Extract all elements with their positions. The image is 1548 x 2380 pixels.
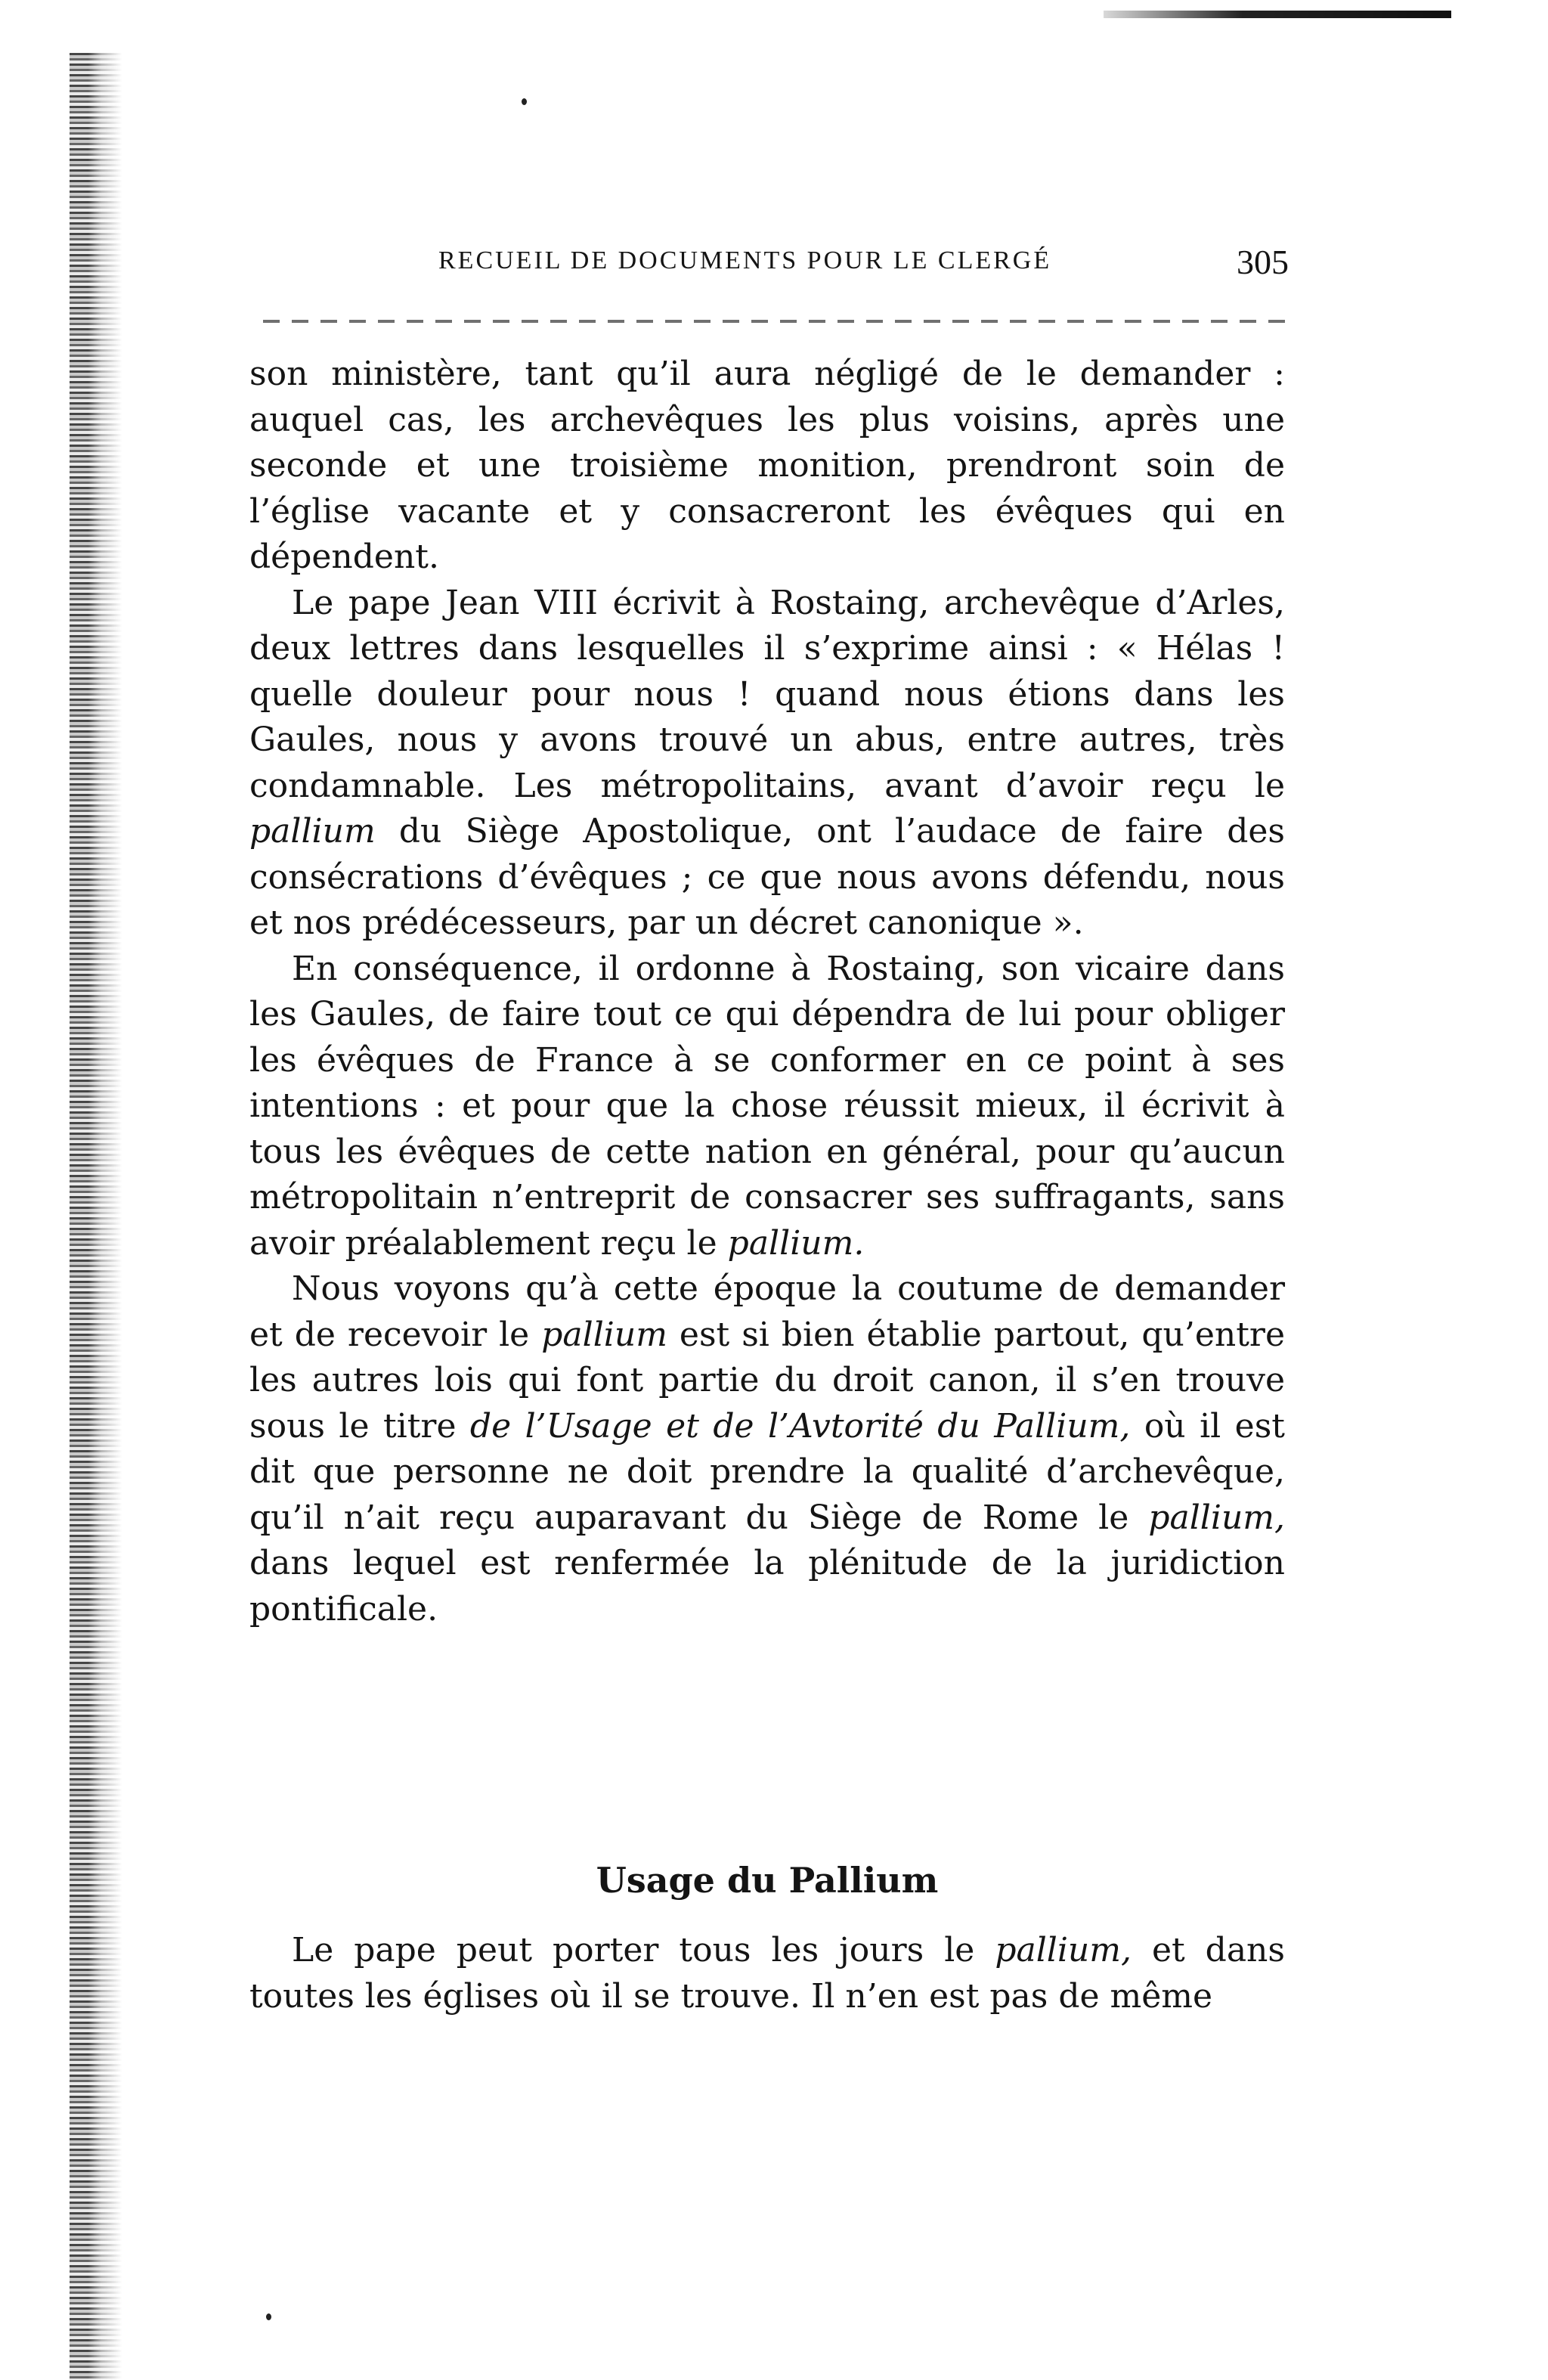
paragraph-text: et dans toutes les églises où il se trouve. Il n’en est pas de même: [249, 1931, 1285, 2016]
body-text: [249, 352, 1285, 1632]
paragraph-text: est si bien établie partout, qu’entre les autres lois qui font partie du droit canon, il s’en trouve sous le titre: [249, 1315, 1285, 1446]
italic-title: de l’Usage et de l’Avtorité du Pallium,: [469, 1406, 1131, 1446]
scan-binding-edge: [70, 53, 122, 2380]
scan-speck: [266, 2313, 271, 2320]
paragraph: [249, 1266, 1285, 1632]
header-rule: [263, 320, 1289, 323]
scan-speck: [522, 98, 527, 105]
page-number: 305: [1237, 243, 1289, 281]
italic-term: pallium,: [1148, 1498, 1285, 1537]
paragraph-text: Le pape Jean VIII écrivit à Rostaing, archevêque d’Arles, deux lettres dans lesquelles il s’exprime ainsi : « Hélas ! quelle douleur pour nous ! quand nous étions dans les Gaules, nous y avons trouvé un abus, entre autres, très condamnable. Les métropolitains, avant d’avoir reçu le: [249, 583, 1285, 805]
italic-term: pallium,: [995, 1931, 1132, 1969]
scan-top-rule: [1104, 11, 1451, 18]
section-heading: Usage du Pallium: [596, 1860, 939, 1901]
paragraph-text: dans lequel est renfermée la plénitude de la juridiction pontificale.: [249, 1544, 1285, 1629]
paragraph-text: Nous voyons qu’à cette époque la coutume de demander et de recevoir le: [249, 1269, 1285, 1354]
paragraph: [249, 1928, 1285, 2019]
paragraph: [249, 947, 1285, 1267]
italic-term: pallium.: [727, 1223, 865, 1263]
paragraph-text: Le pape peut porter tous les jours le: [292, 1931, 975, 1969]
running-title: RECUEIL DE DOCUMENTS POUR LE CLERGÉ: [438, 246, 1052, 274]
italic-term: pallium: [249, 812, 376, 851]
paragraph: [249, 581, 1285, 947]
page-header: [438, 242, 1289, 287]
paragraph-text: où il est dit que personne ne doit prendre la qualité d’archevêque, qu’il n’ait reçu auparavant du Siège de Rome le: [249, 1406, 1285, 1537]
paragraph-text: du Siège Apostolique, ont l’audace de faire des consécrations d’évêques ; ce que nous avons défendu, nous et nos prédécesseurs, par un décret canonique ».: [249, 812, 1285, 942]
paragraph: [249, 352, 1285, 581]
paragraph-text: En conséquence, il ordonne à Rostaing, son vicaire dans les Gaules, de faire tout ce qui dépendra de lui pour obliger les évêques de France à se conformer en ce point à ses intentions : et pour que la chose réussit mieux, il écrivit à tous les évêques de cette nation en général, pour qu’aucun métropolitain n’entreprit de consacrer ses suffragants, sans avoir préalablement reçu le: [249, 949, 1285, 1263]
paragraph-text: son ministère, tant qu’il aura négligé de le demander : auquel cas, les archevêques les plus voisins, après une seconde et une troisième monition, prendront soin de l’église vacante et y consacreront les évêques qui en dépendent.: [249, 355, 1285, 576]
italic-term: pallium: [541, 1315, 667, 1354]
section-text: [249, 1928, 1285, 2019]
